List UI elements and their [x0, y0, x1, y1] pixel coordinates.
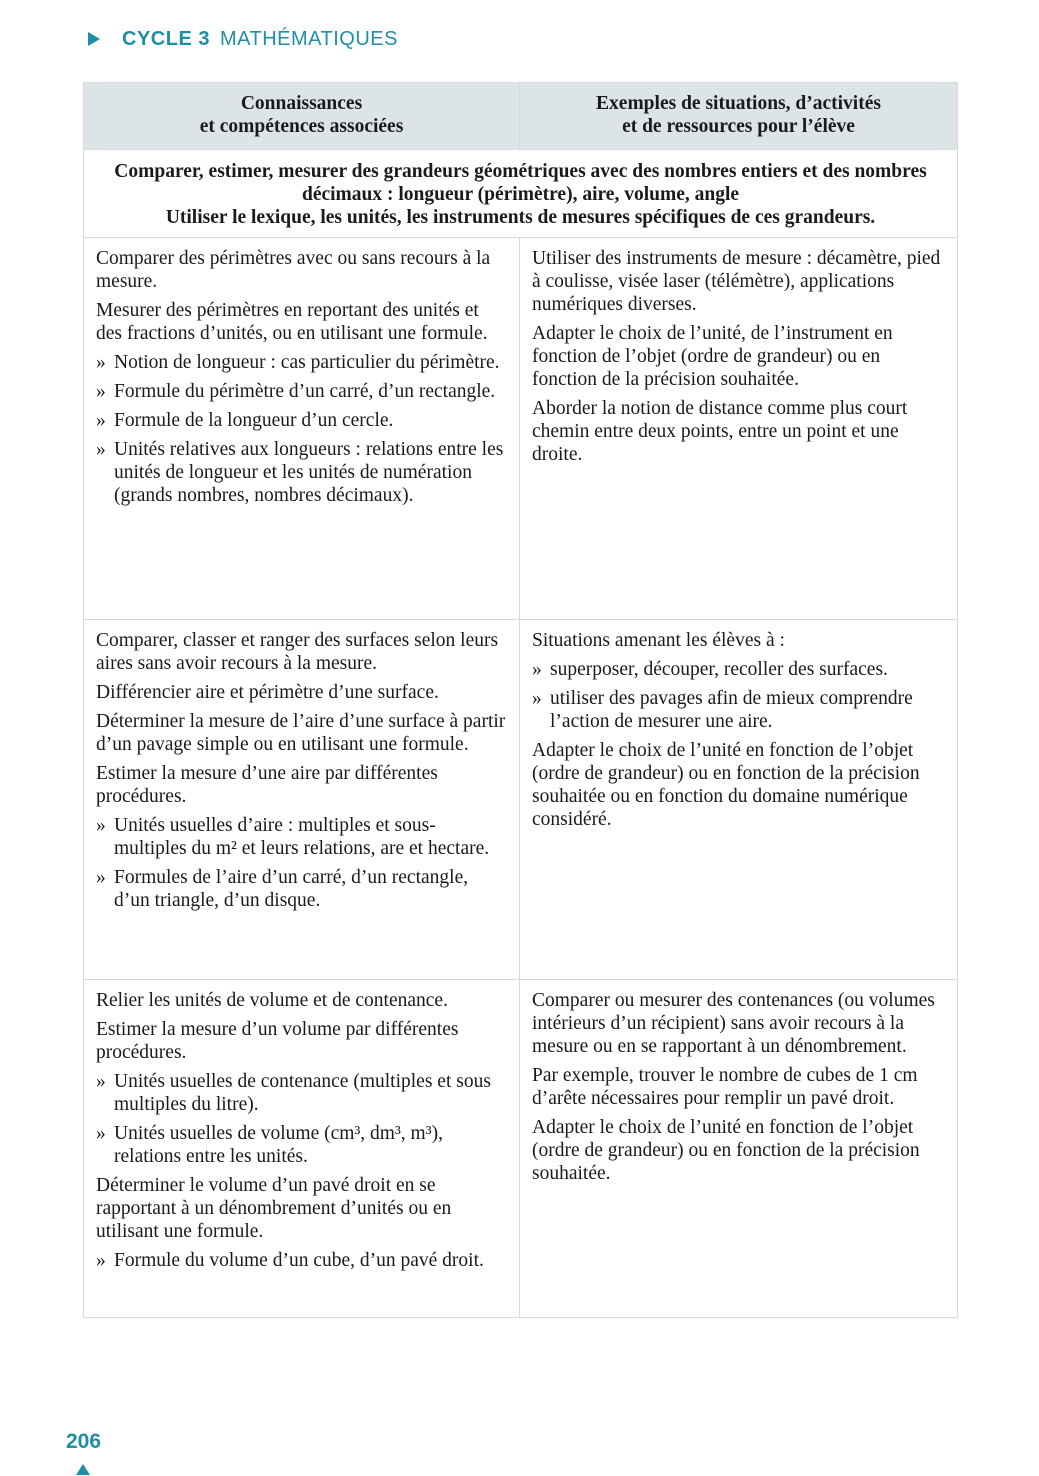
- bullet-item: [96, 351, 507, 374]
- bullet-text: Formules de l’aire d’un carré, d’un rectangle, d’un triangle, d’un disque.: [114, 867, 469, 911]
- col2-header: [520, 83, 958, 150]
- competence-cell: [84, 980, 520, 1318]
- bullet-text: Unités relatives aux longueurs : relations entre les unités de longueur et les unités de numération (grands nombres, nombres décimaux).: [114, 439, 504, 506]
- triangle-up-icon: [76, 1464, 90, 1475]
- table-header-row: [84, 83, 958, 150]
- col1-header: [84, 83, 520, 150]
- bullet-text: Notion de longueur : cas particulier du périmètre.: [114, 352, 500, 373]
- activity-cell: [520, 620, 958, 980]
- col2-header-line: Exemples de situations, d’activités: [596, 93, 881, 114]
- col1-header-line: et compétences associées: [199, 116, 404, 137]
- bullet-item: [96, 438, 507, 507]
- bullet-item: [532, 658, 945, 681]
- paragraph: Adapter le choix de l’unité en fonction de l’objet (ordre de grandeur) ou en fonction de la précision souhaitée.: [532, 1117, 920, 1184]
- paragraph: Relier les unités de volume et de contenance.: [96, 990, 448, 1011]
- table-row: [84, 238, 958, 620]
- bullet-marker-icon: »: [532, 659, 542, 680]
- bullet-marker-icon: »: [96, 1250, 106, 1271]
- paragraph: Adapter le choix de l’unité en fonction de l’objet (ordre de grandeur) ou en fonction de la précision souhaitée ou en fonction du domaine numérique considéré.: [532, 740, 920, 830]
- paragraph: Comparer, classer et ranger des surfaces selon leurs aires sans avoir recours à la mesure.: [96, 630, 499, 674]
- cycle-label: CYCLE 3: [122, 27, 210, 50]
- paragraph: Estimer la mesure d’un volume par différentes procédures.: [96, 1019, 459, 1063]
- bullet-marker-icon: »: [96, 1123, 106, 1144]
- bullet-item: [96, 409, 507, 432]
- paragraph: Comparer ou mesurer des contenances (ou volumes intérieurs d’un récipient) sans avoir recours à la mesure ou en se rapportant à un dénombrement.: [532, 990, 935, 1057]
- section-title-line: Comparer, estimer, mesurer des grandeurs géométriques avec des nombres entiers et des nombres décimaux : longueur (périmètre), aire, volume, angle: [114, 161, 927, 205]
- page-number: 206: [66, 1430, 102, 1453]
- section-title: [84, 150, 958, 238]
- bullet-item: [96, 814, 507, 860]
- bullet-text: Unités usuelles de volume (cm³, dm³, m³), relations entre les unités.: [114, 1123, 443, 1167]
- paragraph: Déterminer le volume d’un pavé droit en se rapportant à un dénombrement d’unités ou en utilisant une formule.: [96, 1175, 452, 1242]
- paragraph: Par exemple, trouver le nombre de cubes de 1 cm d’arête nécessaires pour remplir un pavé droit.: [532, 1065, 918, 1109]
- bullet-text: Formule du périmètre d’un carré, d’un rectangle.: [114, 381, 496, 402]
- bullet-item: [96, 1122, 507, 1168]
- bullet-text: superposer, découper, recoller des surfaces.: [550, 659, 888, 680]
- paragraph: Comparer des périmètres avec ou sans recours à la mesure.: [96, 248, 491, 292]
- paragraph: Adapter le choix de l’unité, de l’instrument en fonction de l’objet (ordre de grandeur) ou en fonction de la précision souhaitée.: [532, 323, 893, 390]
- table-row: [84, 980, 958, 1318]
- table-row: [84, 620, 958, 980]
- competence-cell: [84, 238, 520, 620]
- paragraph: Situations amenant les élèves à :: [532, 630, 785, 651]
- bullet-marker-icon: »: [96, 381, 106, 402]
- paragraph: Mesurer des périmètres en reportant des unités et des fractions d’unités, ou en utilisant une formule.: [96, 300, 488, 344]
- curriculum-table: [83, 82, 958, 1318]
- bullet-marker-icon: »: [96, 815, 106, 836]
- paragraph: Estimer la mesure d’une aire par différentes procédures.: [96, 763, 438, 807]
- bullet-item: [96, 380, 507, 403]
- bullet-marker-icon: »: [96, 1071, 106, 1092]
- section-title-line: Utiliser le lexique, les unités, les instruments de mesures spécifiques de ces grandeurs.: [165, 207, 876, 228]
- bullet-text: Unités usuelles de contenance (multiples et sous multiples du litre).: [114, 1071, 491, 1115]
- bullet-marker-icon: »: [532, 688, 542, 709]
- bullet-marker-icon: »: [96, 410, 106, 431]
- bullet-text: Unités usuelles d’aire : multiples et sous-multiples du m² et leurs relations, are et hectare.: [114, 815, 490, 859]
- bullet-text: utiliser des pavages afin de mieux comprendre l’action de mesurer une aire.: [550, 688, 913, 732]
- section-row: [84, 150, 958, 238]
- bullet-text: Formule de la longueur d’un cercle.: [114, 410, 394, 431]
- paragraph: Différencier aire et périmètre d’une surface.: [96, 682, 439, 703]
- col1-header-line: Connaissances: [240, 93, 363, 114]
- paragraph: Utiliser des instruments de mesure : décamètre, pied à coulisse, visée laser (télémètre), applications numériques diverses.: [532, 248, 941, 315]
- bullet-marker-icon: »: [96, 352, 106, 373]
- bullet-item: [96, 1070, 507, 1116]
- bullet-marker-icon: »: [96, 439, 106, 460]
- col2-header-line: et de ressources pour l’élève: [622, 116, 855, 137]
- activity-cell: [520, 238, 958, 620]
- paragraph: Déterminer la mesure de l’aire d’une surface à partir d’un pavage simple ou en utilisant une formule.: [96, 711, 506, 755]
- competence-cell: [84, 620, 520, 980]
- triangle-right-icon: [88, 32, 100, 46]
- bullet-item: [96, 1249, 507, 1272]
- bullet-text: Formule du volume d’un cube, d’un pavé droit.: [114, 1250, 484, 1271]
- page-header: [88, 26, 398, 52]
- activity-cell: [520, 980, 958, 1318]
- paragraph: Aborder la notion de distance comme plus court chemin entre deux points, entre un point et une droite.: [532, 398, 908, 465]
- bullet-item: [532, 687, 945, 733]
- subject-label: MATHÉMATIQUES: [219, 27, 398, 50]
- bullet-marker-icon: »: [96, 867, 106, 888]
- bullet-item: [96, 866, 507, 912]
